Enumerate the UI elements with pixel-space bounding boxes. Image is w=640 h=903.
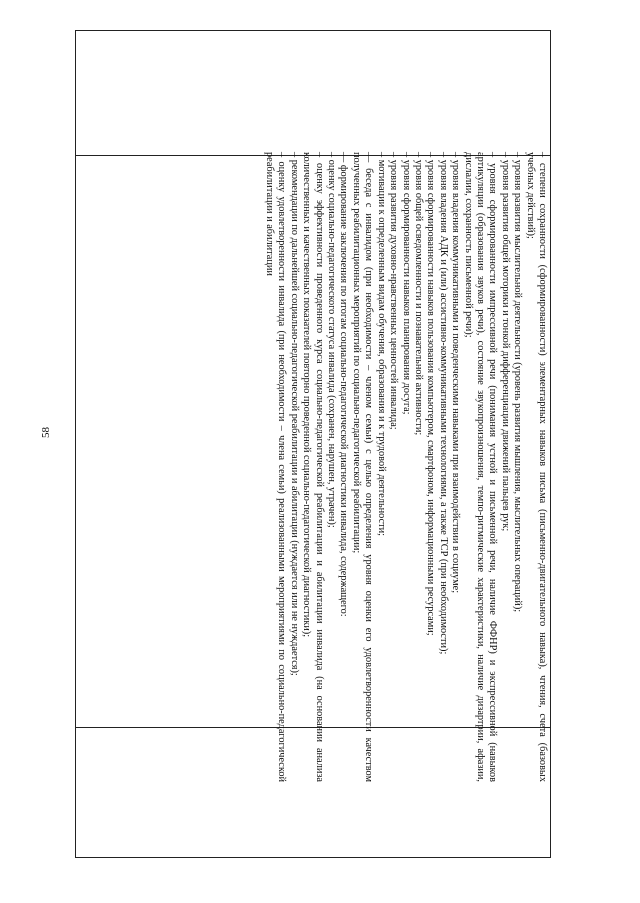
list-item: – уровня развития духовно-нравственных ценностей инвалида; bbox=[388, 152, 400, 430]
list-item: – мотивации к определенным видам обучения, образования и к трудовой деятельности; bbox=[375, 152, 387, 537]
list-item: – уровня развития мыслительной деятельности (уровень развития мышления, мыслительных операций); bbox=[512, 152, 524, 613]
list-item: – уровня общей осведомленности и познавательной активности; bbox=[412, 152, 424, 436]
list-item: – оценку социально-педагогического статуса инвалида (сохранен, нарушен, утрачен); bbox=[326, 152, 338, 528]
list-item: – уровня владения АДК и (или) ассистивно-коммуникативными технологиями, а также ТСР (при необходимости); bbox=[437, 152, 449, 655]
page-number: 58 bbox=[40, 427, 52, 438]
conclusion-intro: — формирование заключения по итогам социально-педагогической диагностики инвалида, содержащего: bbox=[338, 152, 350, 617]
list-item: – уровня развития общей моторики и тонкой дифференциации движений пальцев рук; bbox=[499, 152, 511, 532]
list-item: – рекомендации по дальнейшей социально-педагогической реабилитации и абилитации (нуждается или не нуждается); bbox=[288, 152, 300, 676]
rotated-text-block bbox=[78, 152, 548, 782]
conversation-paragraph: — беседа с инвалидом (при необходимости – членом семьи) с целью определения уровня оценки его удовлетворенности качеством полученных реабилитационных мероприятий по социально-педагогической реабилитации; bbox=[350, 152, 375, 782]
list-item: – уровня сформированности навыков пользования компьютером, смартфоном, информационными ресурсами; bbox=[425, 152, 437, 636]
list-item: – оценку удовлетворенности инвалида (при необходимости – члена семьи) реализованными мероприятиями по социально-педагогической реабилитации и абилитации bbox=[264, 152, 288, 782]
list-item: – степени сохранности (сформированности) элементарных навыков письма (письменно-двигательного навыка), чтения, счета (базовых учебных действий); bbox=[524, 152, 548, 782]
assessment-list bbox=[374, 152, 548, 782]
list-item: – уровня сформированности импрессивной речи (понимания устной и письменной речи, наличие ФФНР) и экспрессивной (навыков артикуляции (образования звуков речи), состояние звукопроизношения, темпо-ритмические характеристики, наличие дизартрии, афазии, дислалии, сохранность письменной речи); bbox=[462, 152, 499, 782]
list-item: – уровня сформированности навыков планирования досуга; bbox=[400, 152, 412, 415]
conclusion-list bbox=[263, 152, 337, 782]
list-item: – уровня владения коммуникативными и поведенческими навыками при взаимодействии в социуме; bbox=[450, 152, 462, 594]
list-item: – оценку эффективности проведенного курса социально-педагогической реабилитации и абилитации инвалида (на основании анализа количественных и качественных показателей повторно проведенной социально-педагогической диагностики); bbox=[301, 152, 325, 782]
